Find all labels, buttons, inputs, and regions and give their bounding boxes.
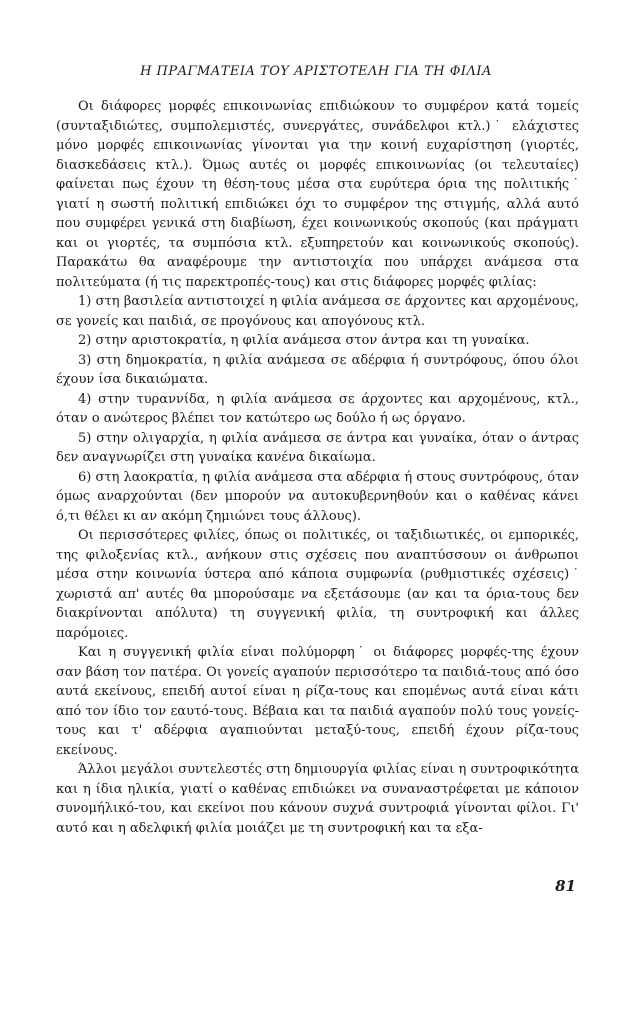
paragraph: Οι διάφορες μορφές επικοινωνίας επιδιώκουν το συμφέρον κατά τομείς (συνταξιδιώτες, συμπολεμιστές, συνεργάτες, συνάδελφοι κτλ.)˙ ελάχιστες μόνο μορφές επικοινωνίας γίνονται για την κοινή ευχαρίστηση (γιορτές, διασκεδάσεις κτλ.). Όμως αυτές οι μορφές επικοινωνίας (οι τελευταίες) φαίνεται πως έχουν τη θέση-τους μέσα στα ευρύτερα όρια της πολιτικής˙ γιατί η σωστή πολιτική επιδιώκει όχι το συμφέρον της στιγμής, αλλά αυτό που συμφέρει γενικά στη διαβίωση, έχει κοινωνικούς σκοπούς (και πράγματι και οι γιορτές, τα συμπόσια κτλ. εξυπηρετούν και κοινωνικούς σκοπούς). Παρακάτω θα αναφέρουμε την αντιστοιχία που υπάρχει ανάμεσα στα πολιτεύματα (ή τις παρεκτροπές-τους) και στις διάφορες μορφές φιλίας: [56,99,579,290]
list-item: 4) στην τυραννίδα, η φιλία ανάμεσα σε άρχοντες και αρχομένους, κτλ., όταν ο ανώτερος βλέπει τον κατώτερο ως δούλο ή ως όργανο. [56,391,579,426]
list-item: 2) στην αριστοκρατία, η φιλία ανάμεσα στον άντρα και τη γυναίκα. [78,333,530,348]
body-text [56,97,579,838]
list-item: 3) στη δημοκρατία, η φιλία ανάμεσα σε αδέρφια ή συντρόφους, όπου όλοι έχουν ίσα δικαιώματα. [56,352,579,387]
running-head: Η ΠΡΑΓΜΑΤΕΙΑ ΤΟΥ ΑΡΙΣΤΟΤΕΛΗ ΓΙΑ ΤΗ ΦΙΛΙΑ [140,64,492,79]
paragraph: Άλλοι μεγάλοι συντελεστές στη δημιουργία φιλίας είναι η συντροφικότητα και η ίδια ηλικία, γιατί ο καθένας επιδιώκει να συναναστρέφεται με κάποιον συνομήλικό-του, και εκείνοι που κάνουν συχνά συντροφιά γίνονται φίλοι. Γι' αυτό και η αδελφική φιλία μοιάζει με τη συντροφική και τα εξα- [56,762,579,836]
paragraph: Και η συγγενική φιλία είναι πολύμορφη˙ οι διάφορες μορφές-της έχουν σαν βάση τον πατέρα. Οι γονείς αγαπούν περισσότερο τα παιδιά-τους από όσο αυτά εκείνους, επειδή αυτοί είναι η ρίζα-τους και επομένως αυτά είναι κάτι από τον ίδιο τον εαυτό-τους. Βέβαια και τα παιδιά αγαπούν πολύ τους γονείς-τους και τ' αδέρφια αγαπιούνται μεταξύ-τους, επειδή έχουν ρίζα-τους εκείνους. [56,645,579,758]
list-item: 5) στην ολιγαρχία, η φιλία ανάμεσα σε άντρα και γυναίκα, όταν ο άντρας δεν αναγνωρίζει στη γυναίκα κανένα δικαίωμα. [56,430,579,465]
list-item: 1) στη βασιλεία αντιστοιχεί η φιλία ανάμεσα σε άρχοντες και αρχομένους, σε γονείς και παιδιά, σε προγόνους και απογόνους κτλ. [56,294,579,329]
page-number: 81 [555,877,576,895]
paragraph: Οι περισσότερες φιλίες, όπως οι πολιτικές, οι ταξιδιωτικές, οι εμπορικές, της φιλοξενίας κτλ., ανήκουν στις σχέσεις που αναπτύσσουν οι άνθρωποι μέσα στην κοινωνία ύστερα από κάποια συμφωνία (ρυθμιστικές σχέσεις)˙ χωριστά απ' αυτές θα μπορούσαμε να εξετάσουμε (αν και τα όρια-τους δεν διακρίνονται απόλυτα) τη συγγενική φιλία, τη συντροφική και άλλες παρόμοιες. [56,528,579,641]
list-item: 6) στη λαοκρατία, η φιλία ανάμεσα στα αδέρφια ή στους συντρόφους, όταν όμως αναρχούνται (δεν μπορούν να αυτοκυβερνηθούν και ο καθένας κάνει ό,τι θέλει κι αν ακόμη ζημιώνει τους άλλους). [56,469,579,524]
